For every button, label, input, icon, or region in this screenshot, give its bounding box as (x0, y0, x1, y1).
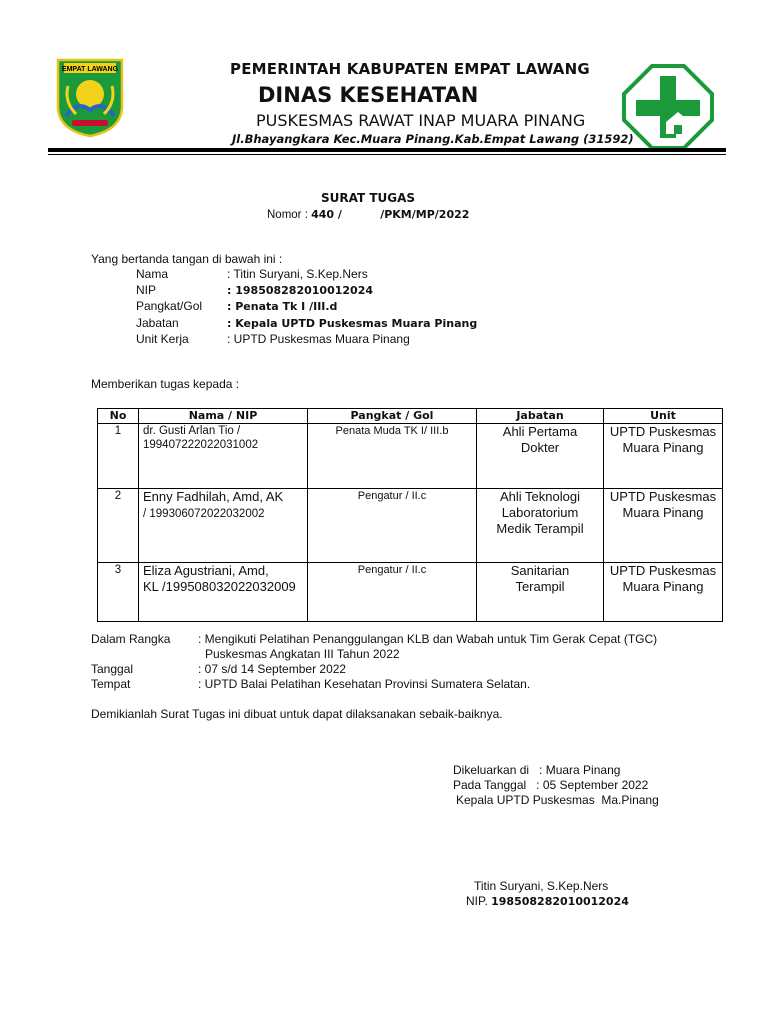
signatory-unit-value: : UPTD Puskesmas Muara Pinang (227, 332, 410, 346)
signatory-position-value: : Kepala UPTD Puskesmas Muara Pinang (227, 317, 478, 330)
cell-position: Sanitarian Terampil (477, 563, 604, 622)
cell-rank: Pengatur / II.c (308, 563, 477, 622)
signatory-name-value: : Titin Suryani, S.Kep.Ners (227, 267, 368, 281)
cell-unit: UPTD Puskesmas Muara Pinang (604, 563, 723, 622)
cell-position: Ahli Teknologi Laboratorium Medik Terampil (477, 489, 604, 563)
purpose-label: Dalam Rangka (91, 632, 171, 646)
header-address: Jl.Bhayangkara Kec.Muara Pinang.Kab.Empat Lawang (31592) (232, 132, 634, 146)
letterhead-rule-thin (48, 154, 726, 155)
assignees-table (97, 408, 723, 622)
cell-name: Eliza Agustriani, Amd, KL /199508032022032009 (139, 563, 308, 622)
cell-unit: UPTD Puskesmas Muara Pinang (604, 489, 723, 563)
cell-name: dr. Gusti Arlan Tio / 199407222022031002 (139, 424, 308, 489)
table-row (98, 424, 723, 489)
logo-text: EMPAT LAWANG (61, 66, 119, 73)
issuer-title: Kepala UPTD Puskesmas Ma.Pinang (456, 793, 659, 807)
health-cross-logo (622, 64, 714, 150)
date-label: Tanggal (91, 662, 134, 676)
cell-name: Enny Fadhilah, Amd, AK / 199306072022032002 (139, 489, 308, 563)
signatory-position-label: Jabatan (136, 316, 179, 330)
table-row (98, 563, 723, 622)
col-header-no: No (98, 409, 139, 424)
header-department: DINAS KESEHATAN (258, 83, 479, 107)
col-header-position: Jabatan (477, 409, 604, 424)
signer-nip: NIP. 198508282010012024 (466, 894, 629, 908)
signer-name: Titin Suryani, S.Kep.Ners (474, 879, 609, 893)
header-government: PEMERINTAH KABUPATEN EMPAT LAWANG (230, 60, 590, 78)
closing-text: Demikianlah Surat Tugas ini dibuat untuk dapat dilaksanakan sebaik-baiknya. (91, 707, 503, 721)
col-header-unit: Unit (604, 409, 723, 424)
letterhead-rule-thick (48, 148, 726, 152)
header-puskesmas: PUSKESMAS RAWAT INAP MUARA PINANG (256, 111, 586, 130)
cell-no: 1 (98, 424, 139, 489)
cell-position: Ahli Pertama Dokter (477, 424, 604, 489)
signatory-nip-label: NIP (136, 283, 157, 297)
cell-unit: UPTD Puskesmas Muara Pinang (604, 424, 723, 489)
signatory-rank-label: Pangkat/Gol (136, 299, 203, 313)
empat-lawang-logo (54, 56, 126, 138)
cell-rank: Penata Muda TK I/ III.b (308, 424, 477, 489)
cell-rank: Pengatur / II.c (308, 489, 477, 563)
signatory-nip-value: : 198508282010012024 (227, 284, 373, 297)
issued-date: Pada Tanggal : 05 September 2022 (453, 778, 649, 792)
signatory-name-label: Nama (136, 267, 169, 281)
intro-text: Yang bertanda tangan di bawah ini : (91, 252, 283, 266)
table-row (98, 489, 723, 563)
date-value: : 07 s/d 14 September 2022 (198, 662, 347, 676)
cell-no: 3 (98, 563, 139, 622)
letter-number: Nomor : 440 / /PKM/MP/2022 (267, 208, 470, 221)
issued-place: Dikeluarkan di : Muara Pinang (453, 763, 621, 777)
table-header-row (98, 409, 723, 424)
place-value: : UPTD Balai Pelatihan Kesehatan Provinsi Sumatera Selatan. (198, 677, 531, 691)
cell-no: 2 (98, 489, 139, 563)
signatory-rank-value: : Penata Tk I /III.d (227, 300, 338, 313)
assign-intro: Memberikan tugas kepada : (91, 377, 240, 391)
place-label: Tempat (91, 677, 131, 691)
col-header-name: Nama / NIP (139, 409, 308, 424)
letter-title: SURAT TUGAS (321, 191, 416, 205)
col-header-rank: Pangkat / Gol (308, 409, 477, 424)
purpose-value: : Mengikuti Pelatihan Penanggulangan KLB dan Wabah untuk Tim Gerak Cepat (TGC) (198, 632, 658, 646)
signatory-unit-label: Unit Kerja (136, 332, 189, 346)
purpose-value-cont: Puskesmas Angkatan III Tahun 2022 (205, 647, 400, 661)
